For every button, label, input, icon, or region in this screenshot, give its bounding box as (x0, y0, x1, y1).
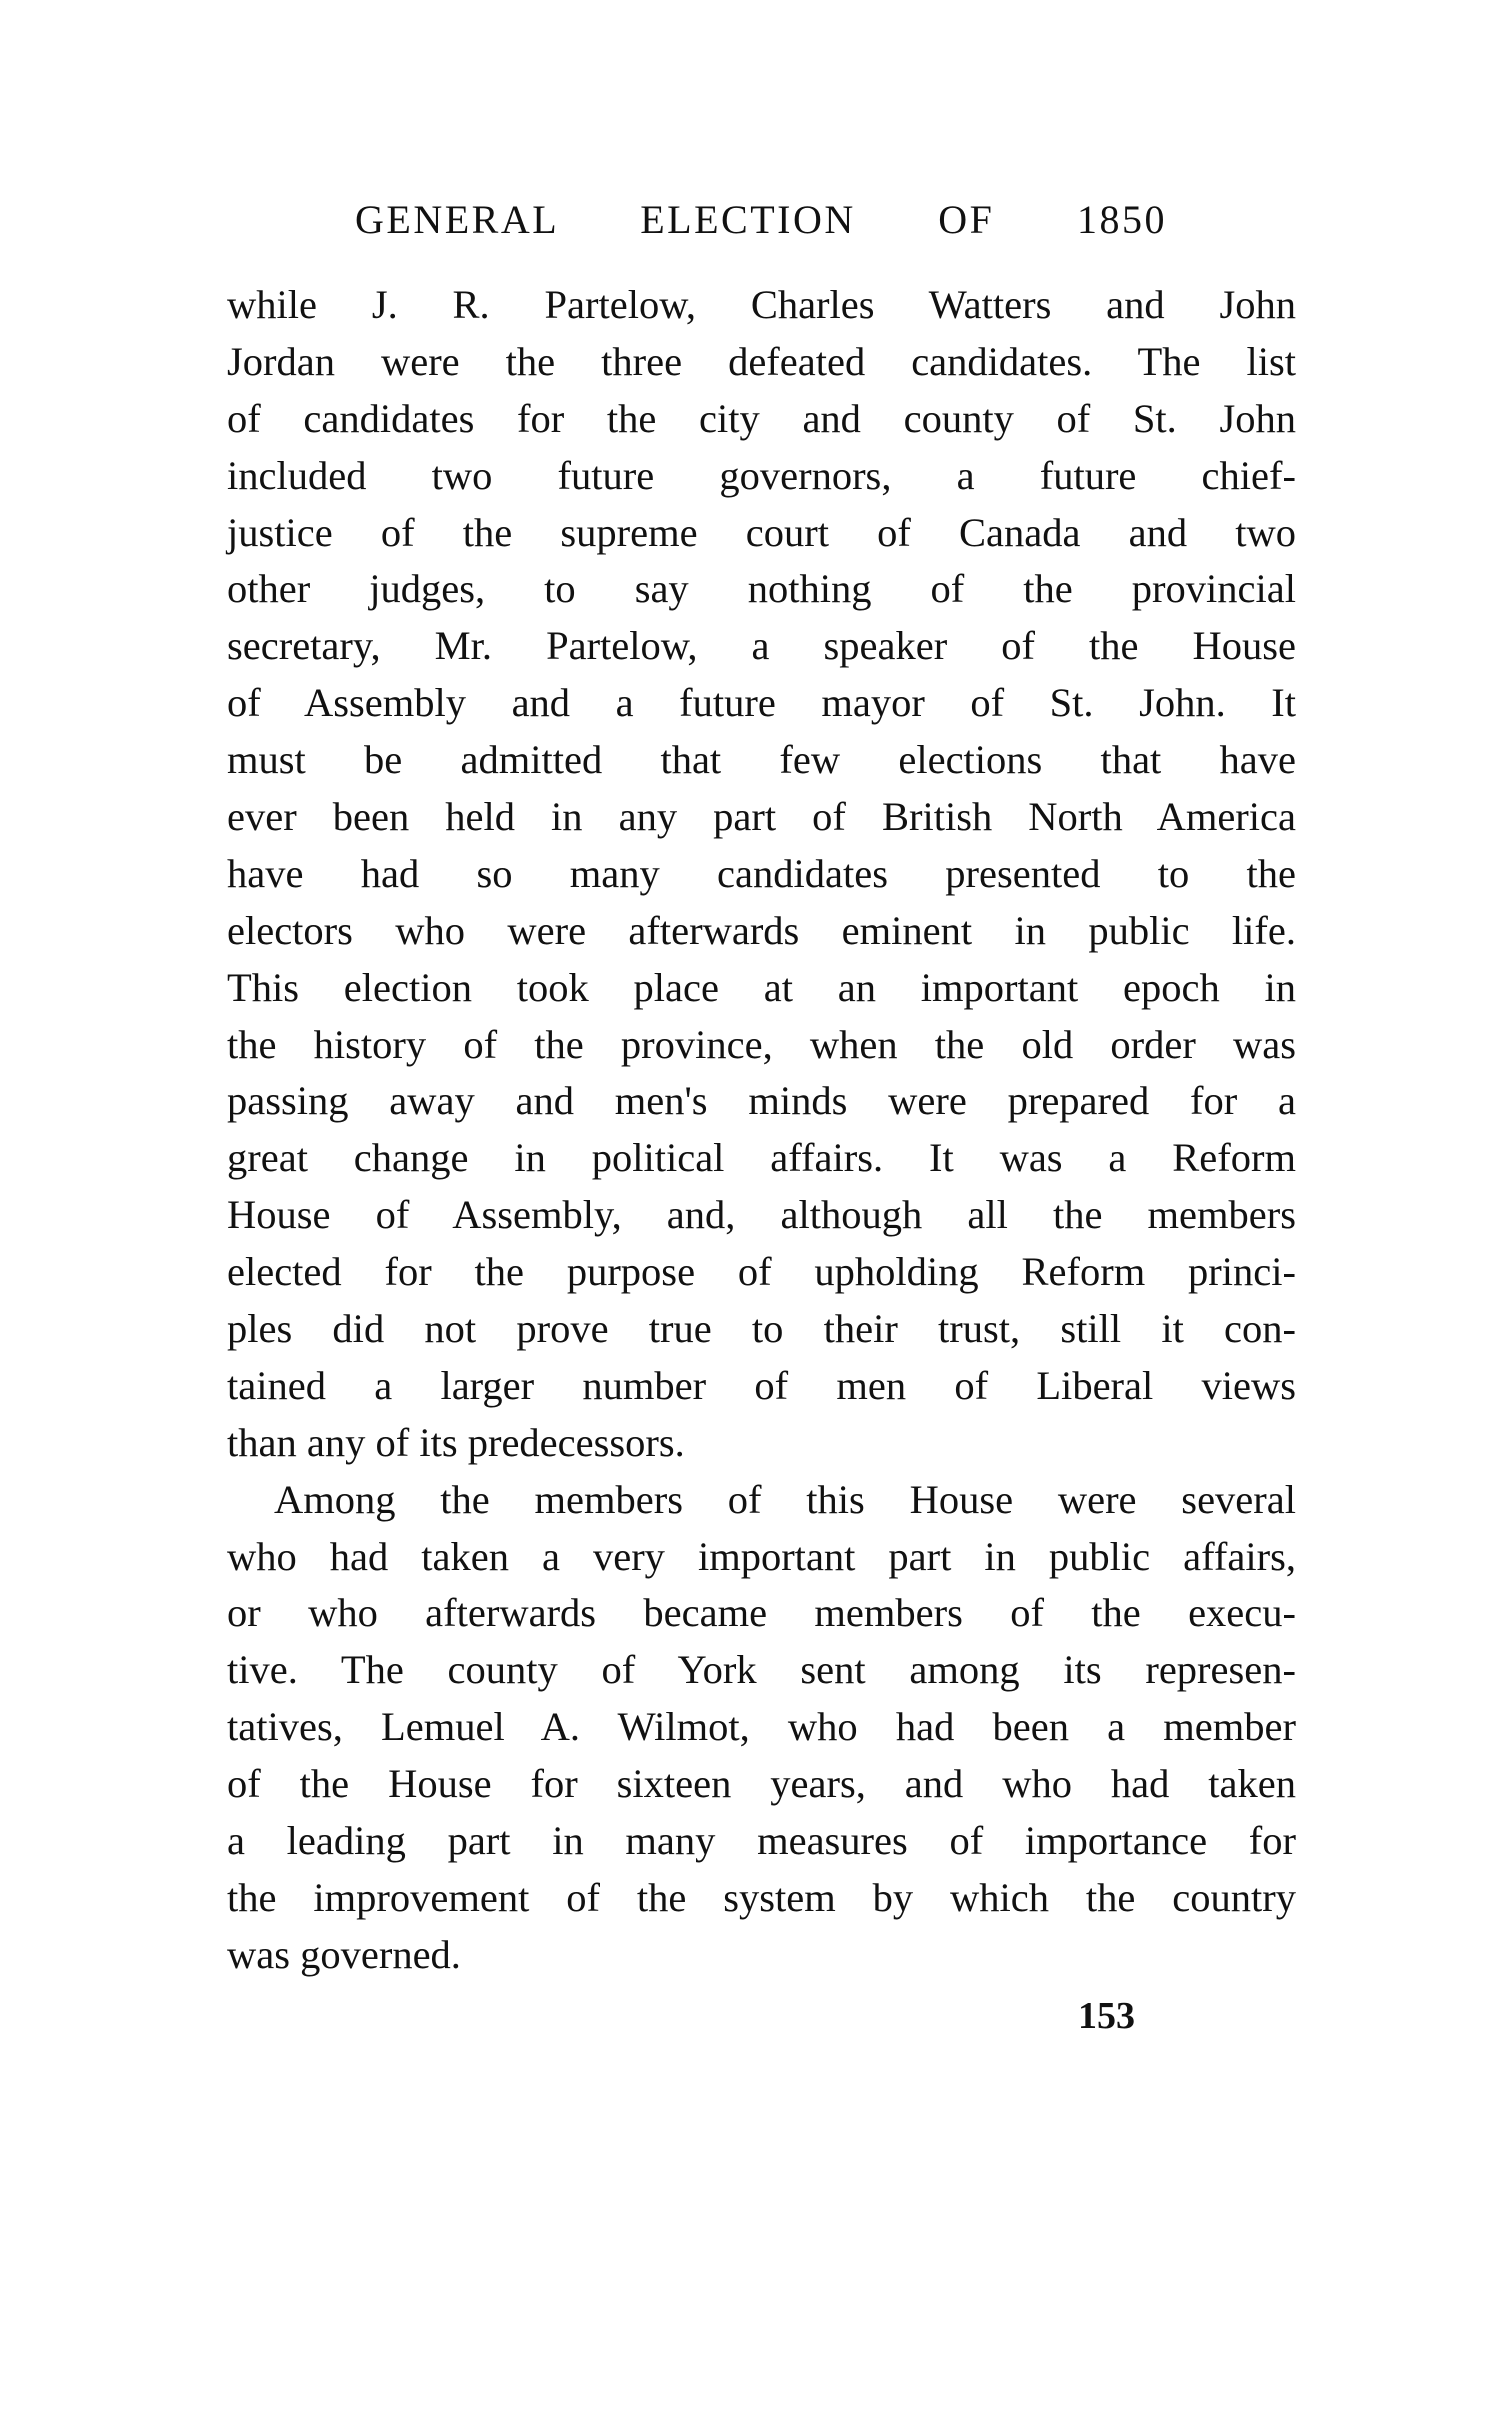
text-line: or who afterwards became members of the execu- (227, 1590, 1296, 1636)
text-line: have had so many candidates presented to the (227, 850, 1296, 896)
page-body (227, 277, 1296, 1984)
paragraph (227, 1472, 1296, 1984)
text-line: ever been held in any part of British North America (227, 794, 1296, 840)
text-line: elected for the purpose of upholding Reform princi- (227, 1249, 1296, 1295)
text-line: than any of its predecessors. (227, 1419, 685, 1465)
text-line: the history of the province, when the old order was (227, 1021, 1296, 1067)
text-line: tive. The county of York sent among its represen- (227, 1647, 1296, 1693)
text-line: the improvement of the system by which the country (227, 1874, 1296, 1920)
text-line: other judges, to say nothing of the provincial (227, 566, 1296, 612)
text-line: tained a larger number of men of Liberal views (227, 1362, 1296, 1408)
text-line: a leading part in many measures of importance for (227, 1818, 1296, 1864)
text-line: Among the members of this House were several (274, 1476, 1296, 1522)
text-line: great change in political affairs. It was a Reform (227, 1135, 1296, 1181)
text-line: House of Assembly, and, although all the members (227, 1192, 1296, 1238)
text-line: who had taken a very important part in public affairs, (227, 1533, 1296, 1579)
text-line: of the House for sixteen years, and who had taken (227, 1761, 1296, 1807)
text-line: of candidates for the city and county of St. John (227, 395, 1296, 441)
page-number: 153 (1078, 1995, 1135, 2037)
text-line: while J. R. Partelow, Charles Watters and John (227, 282, 1296, 327)
text-line: Jordan were the three defeated candidates. The list (227, 338, 1296, 384)
text-line: of Assembly and a future mayor of St. John. It (227, 680, 1296, 726)
text-line: This election took place at an important epoch in (227, 964, 1296, 1010)
text-line: electors who were afterwards eminent in public life. (227, 907, 1296, 953)
text-line: passing away and men's minds were prepared for a (227, 1078, 1296, 1124)
text-line: must be admitted that few elections that have (227, 737, 1296, 783)
paragraph (227, 277, 1296, 1472)
running-title: GENERAL ELECTION OF 1850 (355, 197, 1167, 242)
text-line: was governed. (227, 1931, 461, 1977)
text-line: tatives, Lemuel A. Wilmot, who had been a member (227, 1704, 1296, 1750)
text-line: justice of the supreme court of Canada and two (227, 509, 1296, 555)
text-line: ples did not prove true to their trust, still it con- (227, 1306, 1296, 1352)
text-line: secretary, Mr. Partelow, a speaker of the House (227, 623, 1296, 669)
text-line: included two future governors, a future chief- (227, 452, 1296, 498)
